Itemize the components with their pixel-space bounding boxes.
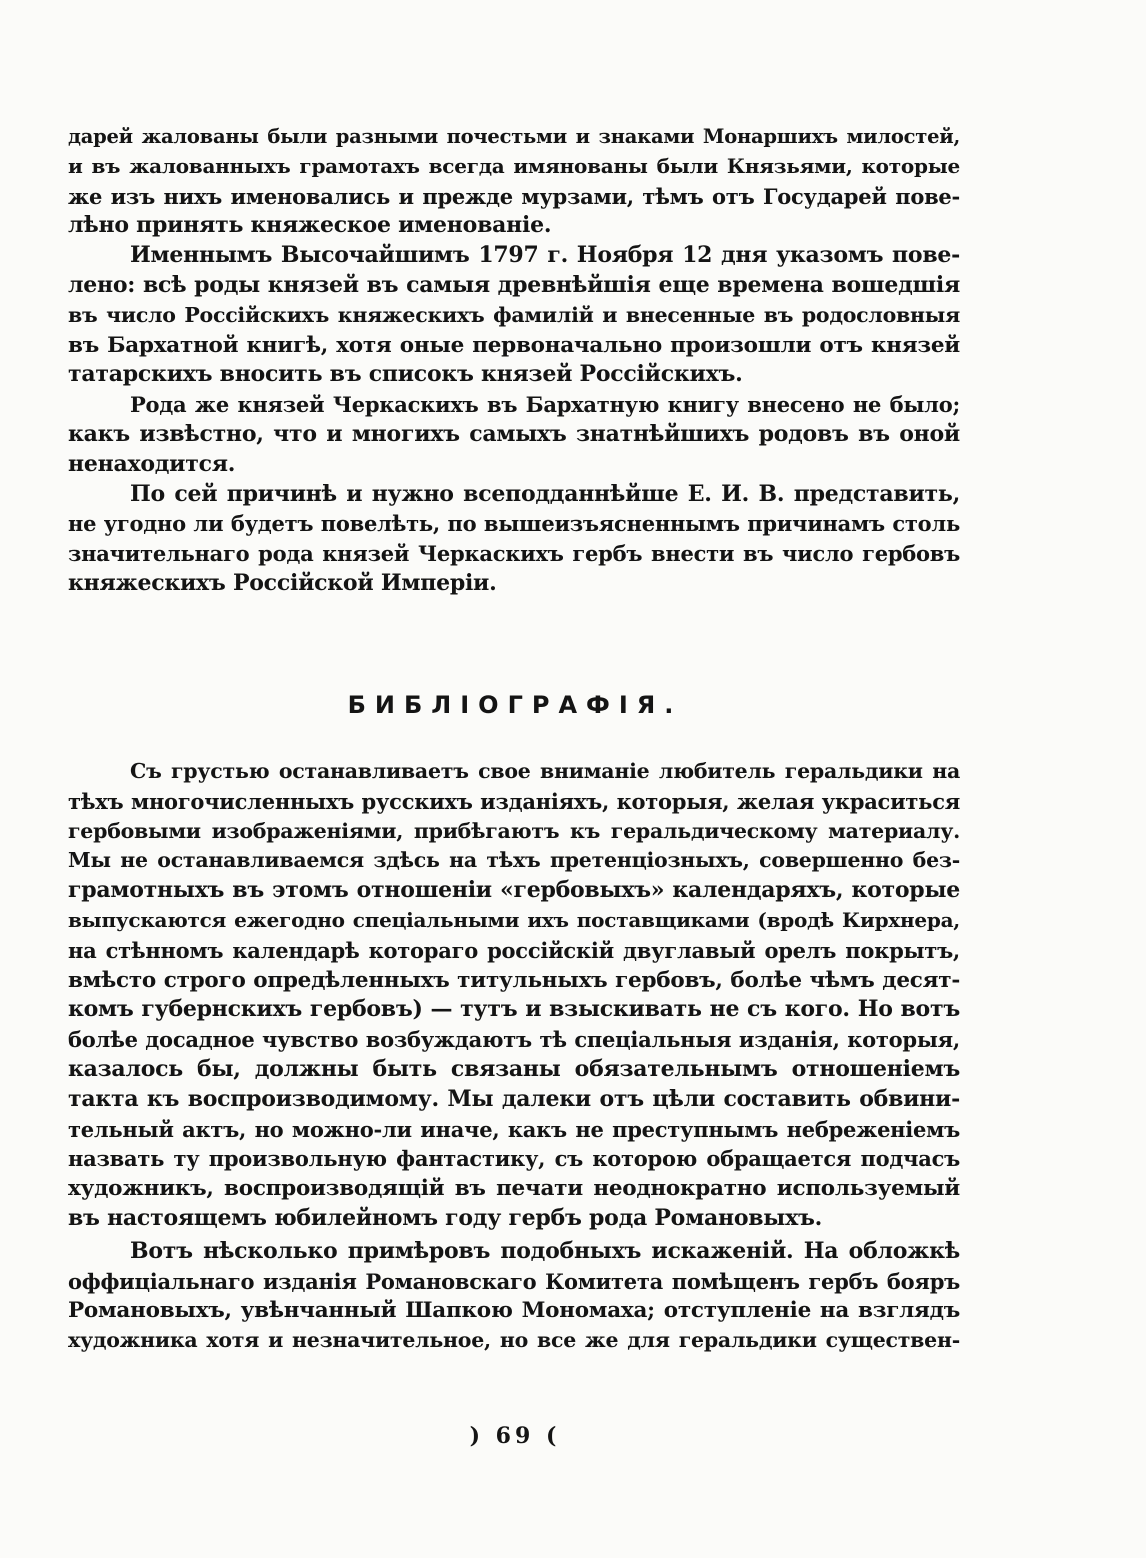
text-line: Рода же князей Черкаскихъ въ Бархатную книгу внесено не было;	[130, 392, 960, 418]
text-line: вмѣсто строго опредѣленныхъ титульныхъ гербовъ, болѣе чѣмъ десят-	[68, 967, 960, 993]
text-line: По сей причинѣ и нужно всеподданнѣйше Е. И. В. представить,	[130, 480, 960, 507]
text-line: гербовыми изображеніями, прибѣгаютъ къ геральдическому материалу.	[68, 818, 960, 843]
text-line: тѣхъ многочисленныхъ русскихъ изданіяхъ, которыя, желая украситься	[68, 788, 960, 814]
text-line: лѣно принять княжеское именованіе.	[68, 212, 552, 239]
paragraph-5	[68, 757, 960, 1234]
text-section-top	[68, 122, 960, 599]
paragraph-3	[68, 390, 960, 479]
paragraph-1	[68, 122, 960, 241]
text-line: на стѣнномъ календарѣ котораго россійскій двуглавый орелъ покрытъ,	[68, 937, 960, 963]
paragraph-4	[68, 480, 960, 599]
text-line: Съ грустью останавливаетъ свое вниманіе любитель геральдики на	[130, 759, 960, 783]
text-line: Именнымъ Высочайшимъ 1797 г. Ноября 12 дня указомъ пове-	[130, 242, 960, 269]
text-line: ненаходится.	[68, 450, 236, 477]
text-line: значительнаго рода князей Черкаскихъ гербъ внести въ число гербовъ	[68, 541, 960, 567]
text-line: художника хотя и незначительное, но все же для геральдики существен-	[68, 1328, 960, 1353]
text-line: Вотъ нѣсколько примѣровъ подобныхъ искаженій. На обложкѣ	[130, 1237, 960, 1264]
text-line: дарей жалованы были разными почестьми и знаками Монаршихъ милостей,	[68, 125, 960, 148]
text-line: Романовыхъ, увѣнчанный Шапкою Мономаха; отступленіе на взглядъ	[68, 1298, 960, 1324]
text-line: княжескихъ Россійской Имперіи.	[68, 569, 497, 596]
text-line: оффиціальнаго изданія Романовскаго Комитета помѣщенъ гербъ бояръ	[68, 1268, 960, 1294]
text-line: такта къ воспроизводимому. Мы далеки отъ цѣли составить обвини-	[68, 1085, 960, 1112]
text-line: грамотныхъ въ этомъ отношеніи «гербовыхъ» календаряхъ, которые	[68, 877, 960, 904]
text-line: назвать ту произвольную фантастику, съ которою обращается подчасъ	[68, 1146, 960, 1172]
text-line: выпускаются ежегодно спеціальными ихъ поставщиками (вродѣ Кирхнера,	[68, 907, 960, 932]
text-line: лено: всѣ роды князей въ самыя древнѣйшія еще времена вошедшія	[68, 271, 960, 298]
text-line: въ настоящемъ юбилейномъ году гербъ рода Романовыхъ.	[68, 1204, 822, 1231]
text-line: художникъ, воспроизводящій въ печати неоднократно используемый	[68, 1176, 960, 1202]
text-line: же изъ нихъ именовались и прежде мурзами, тѣмъ отъ Государей пове-	[68, 183, 960, 209]
text-line: Мы не останавливаемся здѣсь на тѣхъ претенціозныхъ, совершенно без-	[68, 848, 960, 873]
text-line: болѣе досадное чувство возбуждаютъ тѣ спеціальныя изданія, которыя,	[68, 1027, 960, 1053]
text-line: какъ извѣстно, что и многихъ самыхъ знатнѣйшихъ родовъ въ оной	[68, 420, 960, 447]
text-line: въ число Россійскихъ княжескихъ фамилій и внесенные въ родословныя	[68, 302, 960, 327]
text-section-bibliography	[68, 757, 960, 1356]
text-line: не угодно ли будетъ повелѣть, по вышеизъясненнымъ причинамъ столь	[68, 511, 960, 537]
text-line: комъ губернскихъ гербовъ) — тутъ и взыскивать не съ кого. Но вотъ	[68, 996, 960, 1023]
paragraph-2	[68, 241, 960, 390]
section-heading: БИБЛІОГРАФІЯ.	[347, 691, 683, 719]
text-line: татарскихъ вносить въ списокъ князей Россійскихъ.	[68, 361, 743, 388]
text-line: казалось бы, должны быть связаны обязательнымъ отношеніемъ	[68, 1055, 960, 1082]
page-number: ) 69 (	[469, 1423, 561, 1449]
paragraph-6	[68, 1237, 960, 1356]
text-line: и въ жалованныхъ грамотахъ всегда имянованы были Князьями, которые	[68, 153, 960, 178]
text-line: тельный актъ, но можно-ли иначе, какъ не преступнымъ небреженіемъ	[68, 1116, 960, 1142]
text-line: въ Бархатной книгѣ, хотя оные первоначально произошли отъ князей	[68, 332, 960, 358]
